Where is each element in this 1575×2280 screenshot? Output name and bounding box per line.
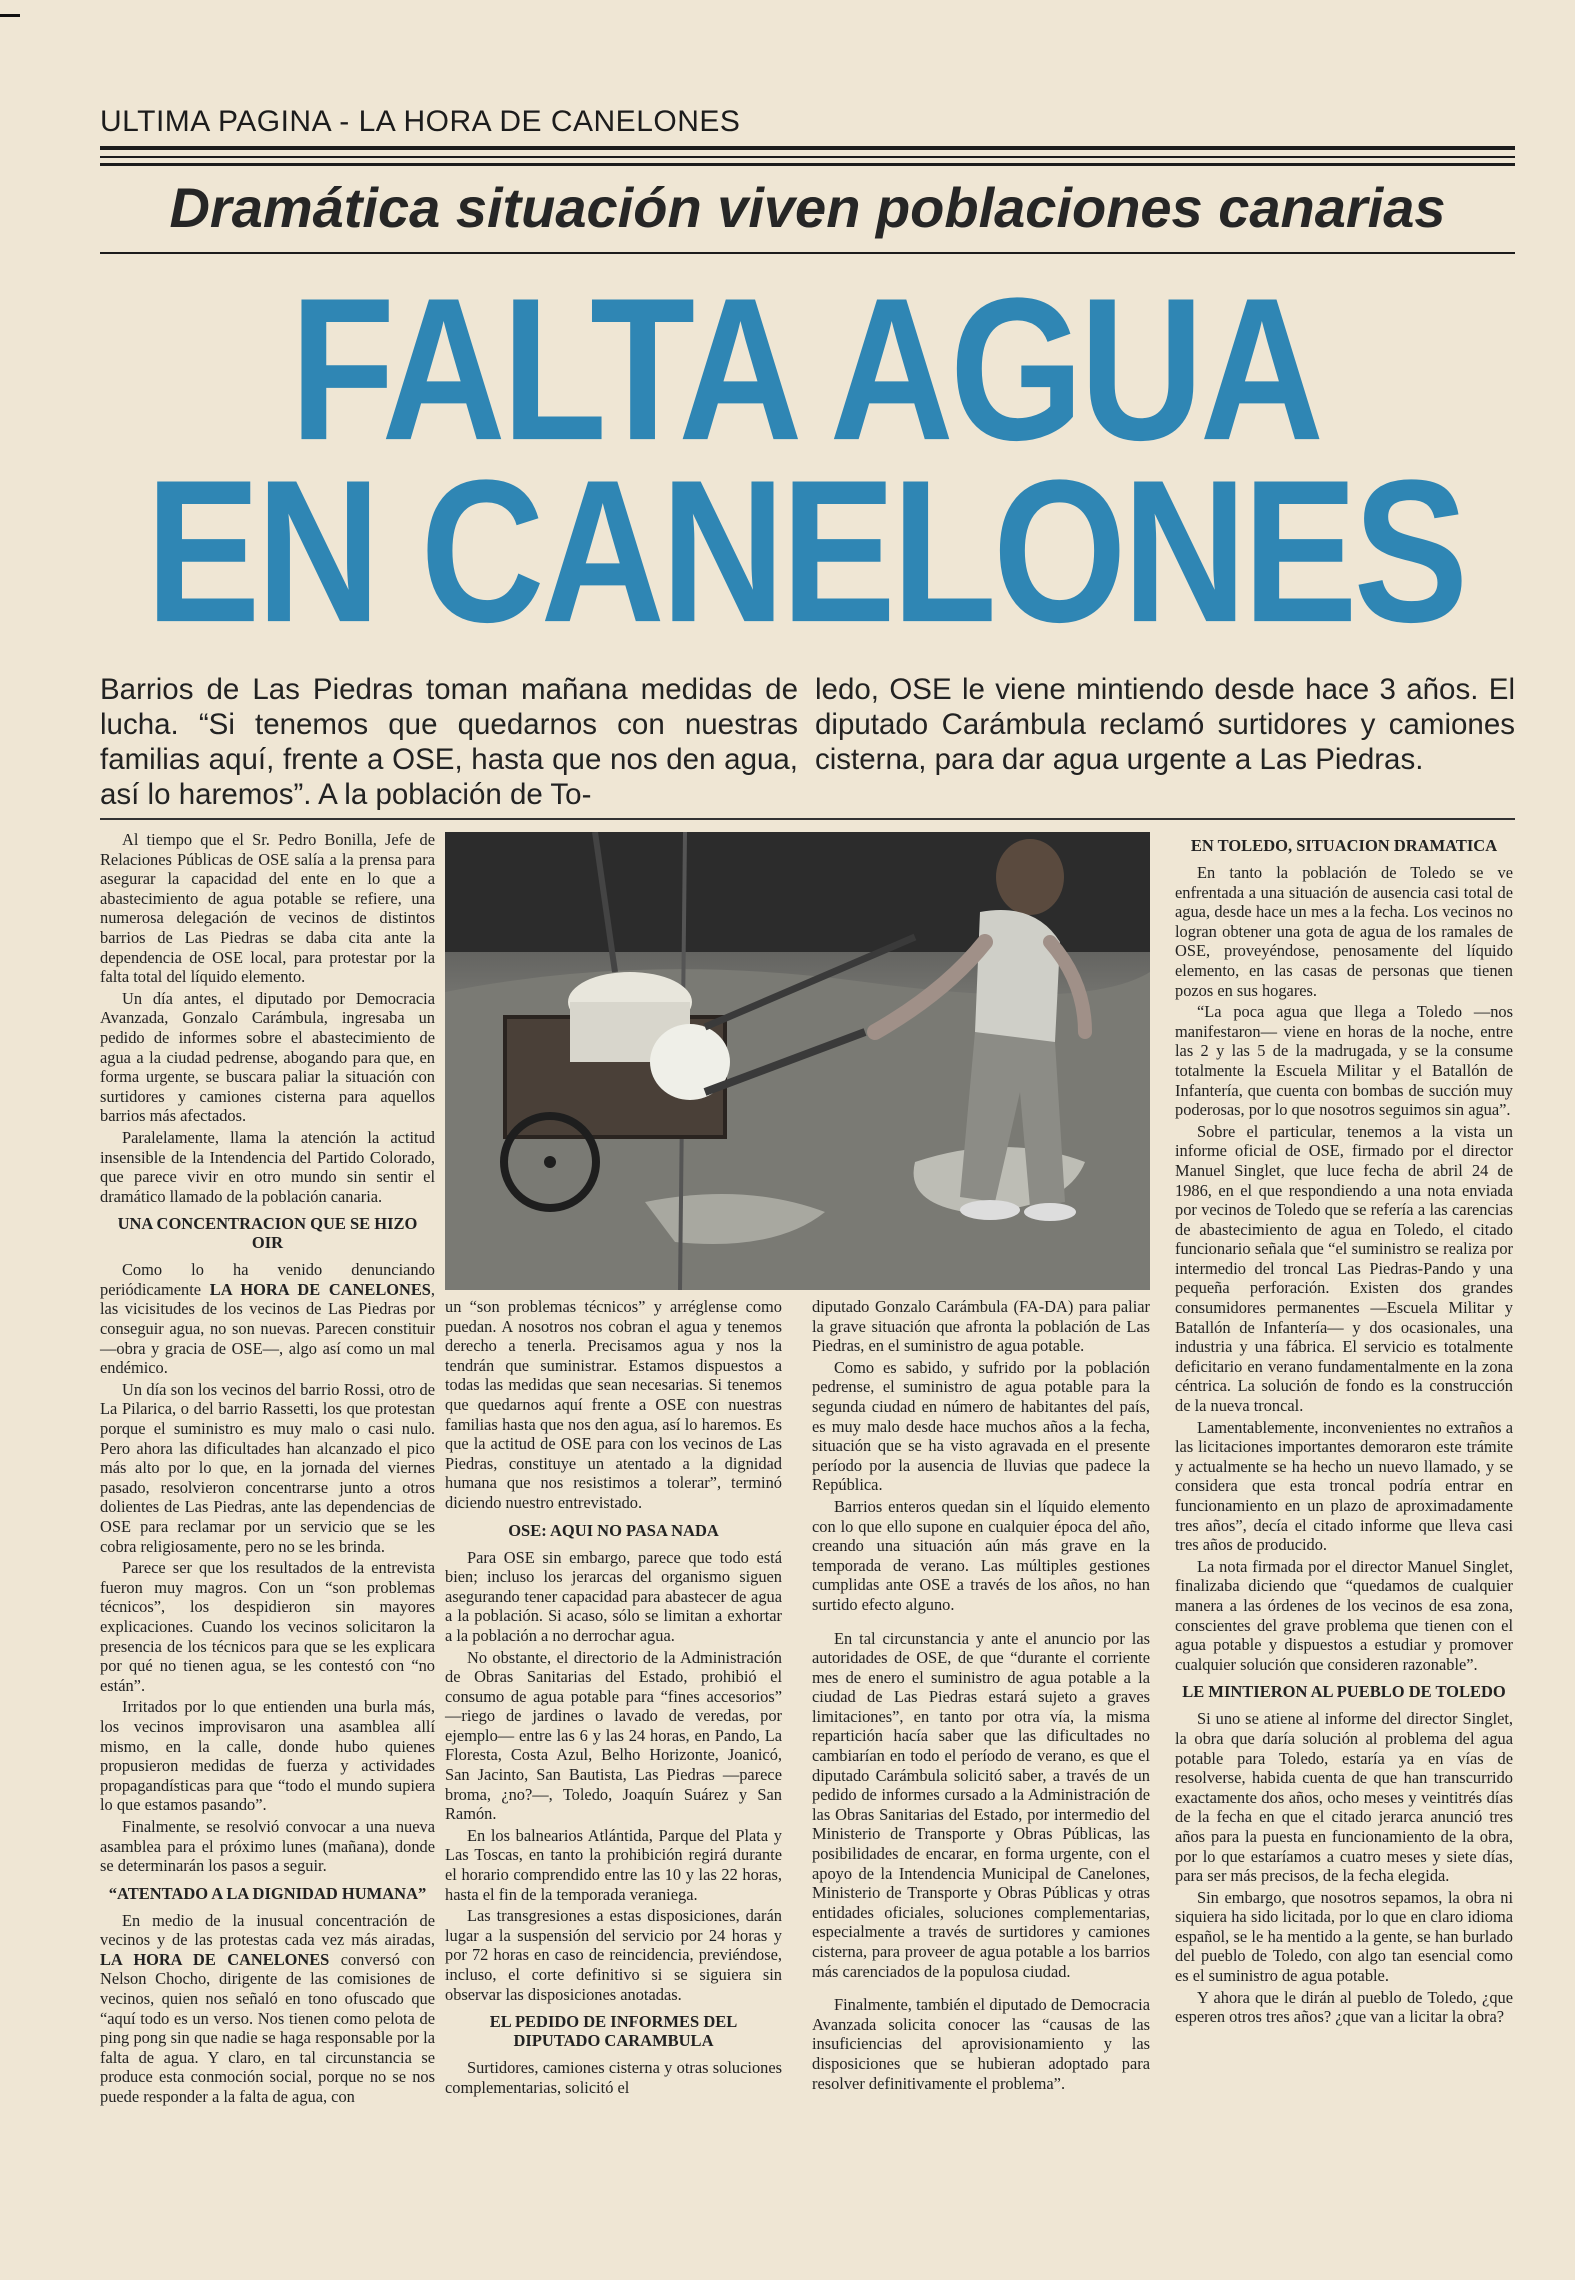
article-column-4 bbox=[1175, 830, 1513, 2029]
col2-paragraph-1: un “son problemas técnicos” y arréglense como puedan. A nosotros nos cobran el agua y tenemos derecho a tenerla. Precisamos agua y nos la tendrán que suministrar. Estamos dispuestos a todas las medidas que sean necesarias. Si tenemos que quedarnos aquí frente a OSE con nuestras familias hasta que nos den agua, así lo haremos. Es que la actitud de OSE para con los vecinos de Las Piedras, constituye un atentado a la dignidad humana que nos resistimos a tolerar”, terminó diciendo nuestro entrevistado. bbox=[445, 1297, 782, 1512]
corner-mark bbox=[0, 14, 20, 17]
col2-paragraph-2: Para OSE sin embargo, parece que todo está bien; incluso los jerarcas del organismo siguen asegurando tener capacidad para abastecer de agua a la población. Si acaso, sólo se limitan a exhortar a la población a no derrochar agua. bbox=[445, 1547, 782, 1645]
col3-paragraph-2: Como es sabido, y sufrido por la población pedrense, el suministro de agua potable para la segunda ciudad en número de habitantes del país, es muy malo desde hace muchos años a la fecha, situación que se ha visto agravada en el presente período por la ausencia de lluvias que padece la República. bbox=[812, 1357, 1150, 1495]
col1-paragraph-7: Irritados por lo que entienden una burla más, los vecinos improvisaron una asamblea allí mismo, en la calle, donde hubo quienes propusieron medidas de fuerza y actividades propagandísticas para que “todo el mundo supiera lo que estamos pasando”. bbox=[100, 1697, 435, 1815]
col1-paragraph-8: Finalmente, se resolvió convocar a una nueva asamblea para el próximo lunes (mañana), donde se determinarán los pasos a seguir. bbox=[100, 1816, 435, 1876]
deck-right: ledo, OSE le viene mintiendo desde hace 3 años. El diputado Carámbula reclamó surtidores y camiones cisterna, para dar agua urgente a Las Piedras. bbox=[815, 673, 1515, 776]
col2-paragraph-3: No obstante, el directorio de la Administración de Obras Sanitarias del Estado, prohibió el consumo de agua potable para “fines accesorios” —riego de jardines o lavado de veredas, por ejemplo— entre las 6 y las 24 horas, en Pando, La Floresta, Costa Azul, Belho Horizonte, Joanicó, San Jacinto, San Bautista, Las Piedras —parece broma, ¿no?—, Toledo, Joaquín Suárez y San Ramón. bbox=[445, 1647, 782, 1824]
col2-paragraph-4: En los balnearios Atlántida, Parque del Plata y Las Toscas, en tanto la prohibición regirá durante el horario comprendido entre las 10 y las 22 horas, hasta el fin de la temporada veraniega. bbox=[445, 1825, 782, 1904]
col1-paragraph-5: Un día son los vecinos del barrio Rossi, otro de La Pilarica, o del barrio Rassetti, los que protestan porque el suministro es muy malo o casi nulo. Pero ahora las dificultades han alcanzado el pico más alto por lo que, en la jornada del viernes pasado, resolvieron concentrarse junto a otros dolientes de Las Piedras, ante las dependencias de OSE para reclamar por un servicio que se les cobra religiosamente, pero no se les brinda. bbox=[100, 1379, 435, 1556]
col4-paragraph-8: Y ahora que le dirán al pueblo de Toledo, ¿que esperen otros tres años? ¿que van a licitar la obra? bbox=[1175, 1987, 1513, 2027]
article-column-1 bbox=[100, 830, 435, 2109]
col3-paragraph-3: Barrios enteros quedan sin el líquido elemento con lo que ello supone en cualquier época del año, creando una situación aún más grave en la temporada de verano. Las múltiples gestiones cumplidas ante OSE a través de los años, no han surtido efecto alguno. bbox=[812, 1496, 1150, 1614]
col1-subhead-concentracion: UNA CONCENTRACION QUE SE HIZO OIR bbox=[117, 1214, 418, 1253]
photo-boy-with-water-cart bbox=[445, 832, 1150, 1290]
article-column-2 bbox=[445, 1297, 782, 2099]
col1-p4-text-c: , las vicisitudes de los vecinos de Las Piedras por conseguir agua, no son nuevas. Parecen constituir —obra y gracia de OSE—, algo así como un mal endémico. bbox=[100, 1279, 435, 1378]
col1-paragraph-6: Parece ser que los resultados de la entrevista fueron muy magros. Con un “son problemas técnicos”, los despidieron sin mayores explicaciones. Cuando los vecinos solicitaron la presencia de los técnicos para que se les explicara por qué no tienen agua, se les contestó con “no están”. bbox=[100, 1558, 435, 1695]
article-column-3 bbox=[812, 1297, 1150, 2095]
col4-paragraph-4: Lamentablemente, inconvenientes no extraños a las licitaciones importantes demoraron este trámite y actualmente se ha hecho un nuevo llamado, y se considera que esta troncal podría entrar en funcionamiento en un plazo de aproximadamente tres años”, decía el citado informe que lleva casi tres años de producido. bbox=[1175, 1417, 1513, 1555]
col4-paragraph-7: Sin embargo, que nosotros sepamos, la obra ni siquiera ha sido licitada, por lo que en claro idioma español, se le ha mentido a la gente, se han burlado del pueblo de Toledo, con algo tan esencial como es el suministro de agua potable. bbox=[1175, 1887, 1513, 1986]
col1-p4-paper-name: LA HORA DE CANELONES bbox=[209, 1279, 431, 1299]
col2-subhead-ose: OSE: AQUI NO PASA NADA bbox=[508, 1520, 719, 1540]
col1-p9-paper-name: LA HORA DE CANELONES bbox=[100, 1949, 330, 1969]
col1-paragraph-3: Paralelamente, llama la atención la actitud insensible de la Intendencia del Partido Colorado, que parece vivir en otro mundo sin sentir el dramático llamado de la población canaria. bbox=[100, 1127, 435, 1206]
col1-paragraph-1: Al tiempo que el Sr. Pedro Bonilla, Jefe de Relaciones Públicas de OSE salía a la prensa para asegurar la capacidad del ente en lo que a abastecimiento de agua potable se refiere, una numerosa delegación de vecinos de distintos barrios de Las Piedras se daba cita ante la dependencia de OSE local, para protestar por la falta total del líquido elemento. bbox=[100, 830, 435, 987]
col1-p9-text-c: conversó con Nelson Chocho, dirigente de las comisiones de vecinos, quien nos señaló en tono ofuscado que “aquí todo es un verso. Nos tienen como pelota de ping pong sin que nadie se haga responsable por la falta de agua. Y claro, en tal circunstancia se produce esta conmoción social, porque no se nos puede responder a la falta de agua, con bbox=[100, 1949, 436, 2107]
kicker-rule bbox=[100, 252, 1515, 254]
col2-paragraph-5: Las transgresiones a estas disposiciones, darán lugar a la suspensión del servicio por 24 horas y por 72 horas en caso de reincidencia, previéndose, incluso, el corte definitivo si se siguiera sin observar las disposiciones anotadas. bbox=[445, 1906, 782, 2004]
kicker-headline: Dramática situación viven poblaciones canarias bbox=[169, 176, 1446, 239]
header-rule-mid bbox=[100, 156, 1515, 158]
deck-left: Barrios de Las Piedras toman mañana medidas de lucha. “Si tenemos que quedarnos con nuestras familias aquí, frente a OSE, hasta que nos den agua, así lo haremos”. A la población de To- bbox=[100, 673, 798, 811]
col1-paragraph-4 bbox=[100, 1260, 435, 1378]
col3-paragraph-1: diputado Gonzalo Carámbula (FA-DA) para paliar la grave situación que afronta la población de Las Piedras, en el suministro de agua potable. bbox=[812, 1297, 1150, 1356]
col4-paragraph-2: “La poca agua que llega a Toledo —nos manifestaron— viene en horas de la noche, entre las 2 y las 5 de la madrugada, y se la consume totalmente la Escuela Militar y el Batallón de Infantería, que cuenta con bombas de succión muy poderosas, por lo que nosotros seguimos sin agua”. bbox=[1175, 1002, 1513, 1120]
main-headline-line-2: EN CANELONES bbox=[145, 438, 1465, 665]
col4-paragraph-5: La nota firmada por el director Manuel Singlet, finalizaba diciendo que “quedamos de cualquier manera a las órdenes de los vecinos de esa zona, conscientes del grave problema que tienen con el agua potable y dispuestos a estudiar y promover cualquier solución que consideren razonable”. bbox=[1175, 1556, 1513, 1674]
col1-p9-text-a: En medio de la inusual concentración de vecinos y de las protestas cada vez más airadas, bbox=[100, 1910, 435, 1950]
col4-paragraph-3: Sobre el particular, tenemos a la vista un informe oficial de OSE, firmado por el director Manuel Singlet, que luce fecha de abril 24 de 1986, en el que respondiendo a una nota enviada por vecinos de Toledo que se refería a las carencias de abastecimiento de agua en Toledo, el citado funcionario señala que “el suministro se realiza por intermedio del troncal Las Piedras-Pando y una pequeña perforación. Existen dos grandes consumidores permanentes —Escuela Militar y Batallón de Infantería— y dos ocasionales, una industria y una fábrica. El servicio es totalmente deficitario en verano fundamentalmente en la zona céntrica. La solución de fondo es la construcción de la nueva troncal. bbox=[1175, 1121, 1513, 1416]
col1-p4-text-a: Como lo ha venido denunciando periódicamente bbox=[100, 1260, 435, 1299]
header-rule-bottom bbox=[100, 163, 1515, 166]
main-headline-line-1: FALTA AGUA bbox=[289, 256, 1321, 483]
col2-subhead-pedido: EL PEDIDO DE INFORMES DEL DIPUTADO CARAMBULA bbox=[489, 2012, 738, 2051]
deck-rule bbox=[100, 818, 1515, 820]
col3-paragraph-4: En tal circunstancia y ante el anuncio por las autoridades de OSE, de que “durante el corriente mes de enero el suministro de agua potable a la ciudad de Las Piedras estará sujeto a graves limitaciones”, en tanto por otra vía, la misma repartición hacía saber que las dificultades no cambiarían en todo el período de verano, es que el diputado Carámbula solicitó saber, a través de un pedido de informes cursado a la Administración de las Obras Sanitarias del Estado, por intermedio del Ministerio de Transporte y Obras Públicas, las posibilidades de encarar, en forma urgente, con el apoyo de la Intendencia Municipal de Canelones, Ministerio de Transporte y Obras Públicas y otras entidades oficiales, soluciones complementarias, especialmente a través de surtidores y camiones cisterna, para proveer de agua potable a los barrios más carenciados de la populosa ciudad. bbox=[812, 1628, 1150, 1981]
col4-paragraph-1: En tanto la población de Toledo se ve enfrentada a una situación de ausencia casi total de agua, desde hace un mes a la fecha. Los vecinos no logran obtener una gota de agua de los ramales de OSE, proveyéndose, penosamente del líquido elemento, en las casas de personas que tienen pozos en sus hogares. bbox=[1175, 863, 1513, 1000]
col4-subhead-toledo: EN TOLEDO, SITUACION DRAMATICA bbox=[1190, 836, 1498, 855]
col4-paragraph-6: Si uno se atiene al informe del director Singlet, la obra que daría solución al problema del agua potable para Toledo, estaría ya en vías de resolverse, habida cuenta de que han transcurrido exactamente dos años, ocho meses y veintitrés días de la fecha en que el citado jerarca anunció tres años para la puesta en funcionamiento de la obra, por lo que estaríamos a cuatro meses y siete días, para ser más precisos, de la fecha elegida. bbox=[1175, 1709, 1513, 1886]
header-rule-top bbox=[100, 146, 1515, 150]
col2-paragraph-6: Surtidores, camiones cisterna y otras soluciones complementarias, solicitó el bbox=[445, 2058, 782, 2097]
col1-subhead-atentado: “ATENTADO A LA DIGNIDAD HUMANA” bbox=[108, 1883, 427, 1903]
col4-subhead-mintieron: LE MINTIERON AL PUEBLO DE TOLEDO bbox=[1182, 1682, 1506, 1702]
section-header: ULTIMA PAGINA - LA HORA DE CANELONES bbox=[100, 105, 741, 138]
col1-paragraph-2: Un día antes, el diputado por Democracia Avanzada, Gonzalo Carámbula, ingresaba un pedido de informes sobre el abastecimiento de agua a la ciudad pedrense, abogando para que, en forma urgente, se buscara paliar la situación con surtidores y camiones cisterna para aquellos barrios más afectados. bbox=[100, 988, 435, 1126]
col3-paragraph-5: Finalmente, también el diputado de Democracia Avanzada solicita conocer las “causas de las insuficiencias del aprovisionamiento y las disposiciones que se hubieran adoptado para resolver definitivamente el problema”. bbox=[812, 1995, 1150, 2093]
col1-paragraph-9 bbox=[100, 1911, 435, 2107]
